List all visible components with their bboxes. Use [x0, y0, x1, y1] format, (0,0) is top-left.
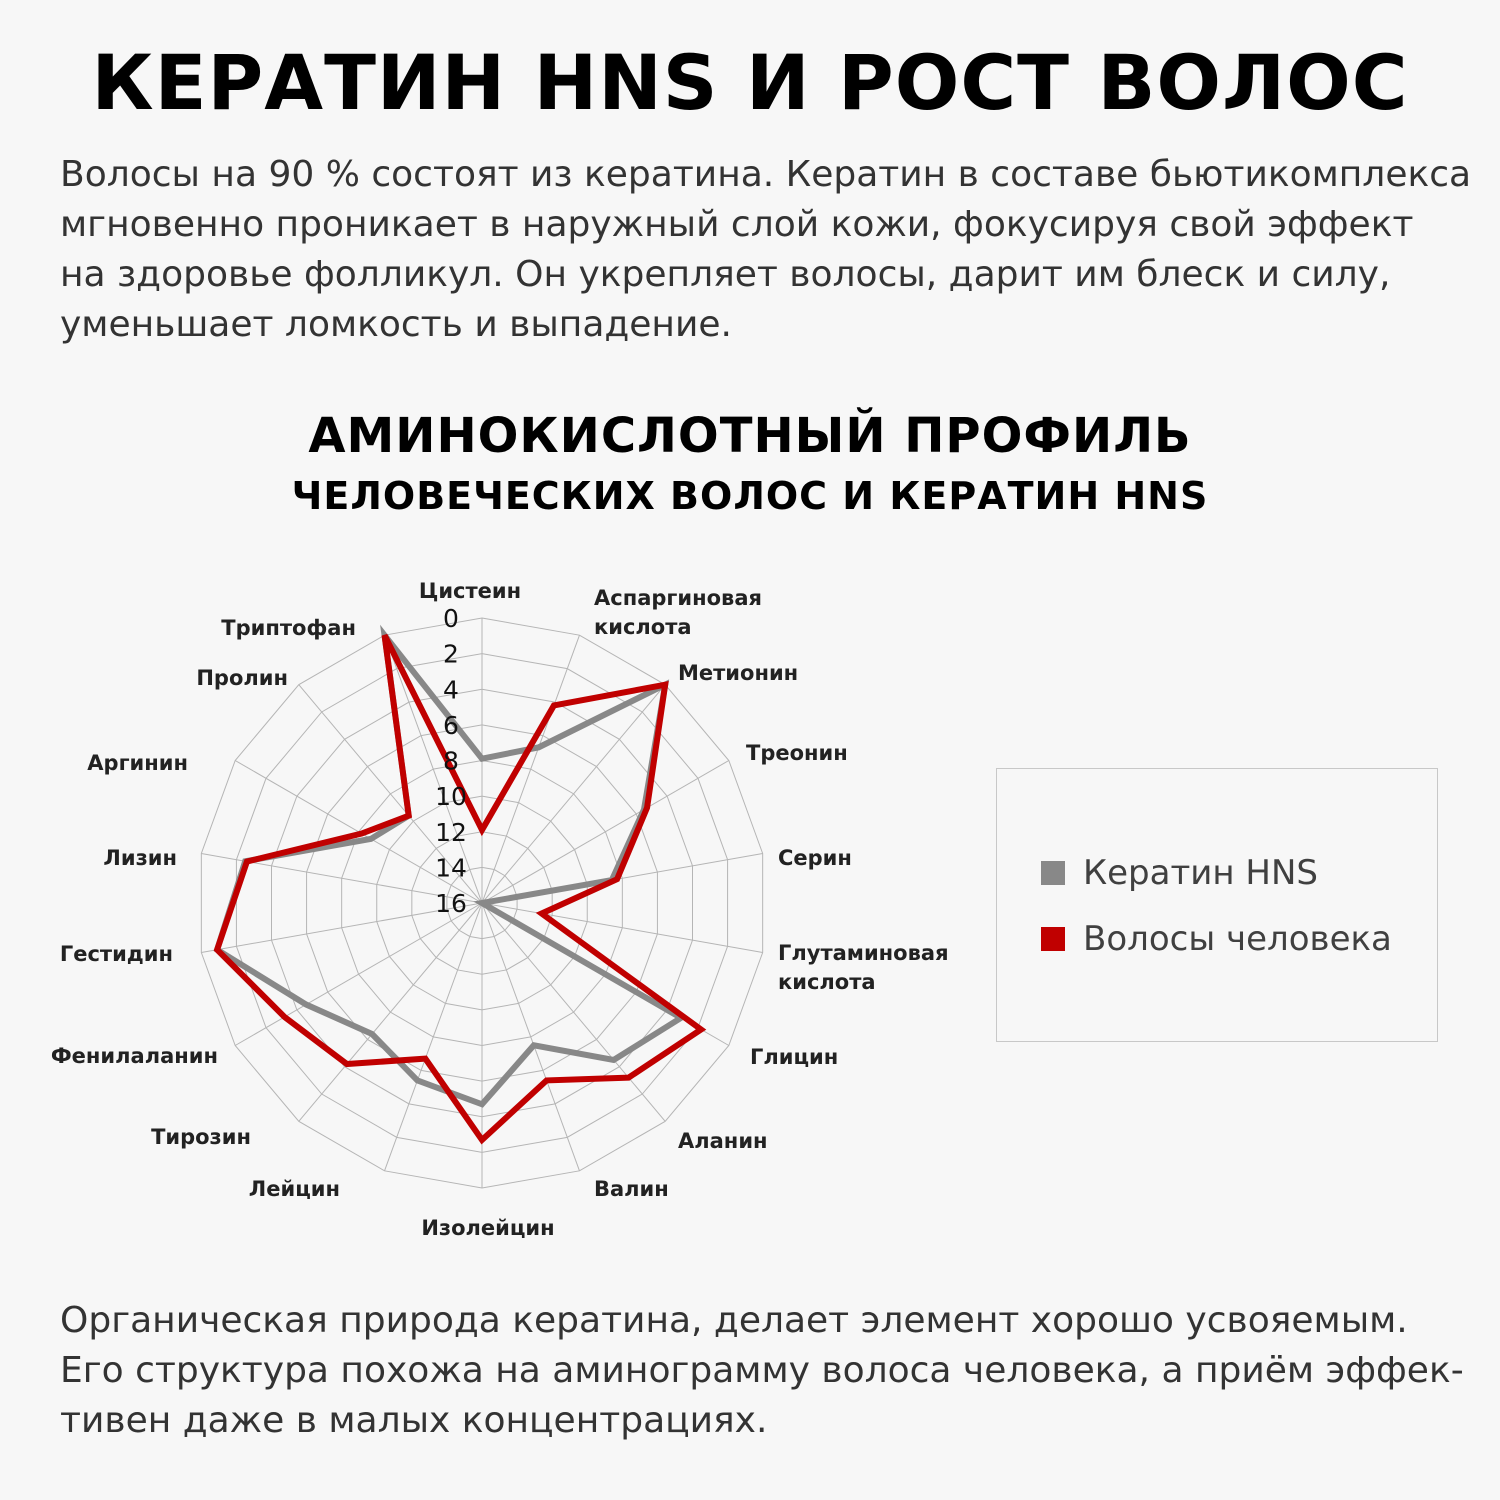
footer-line: Его структура похожа на аминограмму волоса человека, а приём эффек-	[60, 1350, 1464, 1391]
grid-spoke	[482, 685, 665, 903]
grid-spoke	[482, 903, 579, 1171]
category-label: Цистеин	[418, 579, 522, 603]
axis-tick-label: 0	[443, 604, 459, 633]
category-label: Треонин	[746, 741, 848, 765]
chart-title: АМИНОКИСЛОТНЫЙ ПРОФИЛЬ	[308, 408, 1192, 464]
grid-spoke	[385, 903, 482, 1171]
intro-line: мгновенно проникает в наружный слой кожи, фокусируя свой эффект	[60, 204, 1414, 245]
legend-label: Кератин HNS	[1083, 853, 1318, 893]
axis-tick-label: 6	[443, 710, 459, 740]
category-label: Аланин	[678, 1129, 768, 1153]
intro-line: на здоровье фолликул. Он укрепляет волосы, дарит им блеск и силу,	[60, 254, 1391, 295]
category-label: Валин	[594, 1177, 669, 1201]
category-label: Аргинин	[87, 751, 188, 775]
legend-item-keratin	[1041, 853, 1318, 893]
category-label: Серин	[778, 846, 852, 870]
category-label: Глутаминовая	[778, 941, 949, 965]
axis-tick-label: 16	[435, 889, 467, 918]
footer-line: тивен даже в малых концентрациях.	[60, 1400, 768, 1441]
axis-tick-label: 12	[435, 817, 467, 847]
category-label: Аспаргиновая	[594, 586, 762, 610]
category-label: Глицин	[750, 1045, 839, 1069]
legend-label: Волосы человека	[1083, 919, 1392, 959]
axis-tick-label: 8	[443, 746, 459, 776]
category-label: кислота	[778, 970, 876, 994]
category-label: Фенилаланин	[50, 1044, 218, 1068]
axis-tick-label: 14	[435, 853, 467, 883]
axis-tick-label: 10	[435, 782, 467, 812]
legend-swatch-hair	[1041, 927, 1065, 951]
category-label: Триптофан	[221, 616, 356, 640]
grid-spoke	[482, 635, 579, 903]
intro-line: Волосы на 90 % состоят из кератина. Кератин в составе бьютикомплекса	[60, 154, 1472, 195]
category-label: Гестидин	[59, 942, 173, 966]
chart-subtitle: ЧЕЛОВЕЧЕСКИХ ВОЛОС И КЕРАТИН HNS	[291, 474, 1209, 518]
category-label: Тирозин	[151, 1125, 251, 1149]
category-label: Лизин	[103, 846, 177, 870]
axis-tick-label: 2	[443, 639, 459, 669]
axis-tick-label: 4	[443, 675, 459, 705]
category-label: Изолейцин	[421, 1216, 555, 1240]
series-hair-line	[217, 635, 701, 1140]
legend-item-hair	[1041, 919, 1392, 959]
legend-swatch-keratin	[1041, 861, 1065, 885]
category-label: Пролин	[196, 666, 288, 690]
chart-legend	[996, 768, 1438, 1042]
grid-spoke	[385, 635, 482, 903]
footer-line: Органическая природа кератина, делает элемент хорошо усвояемым.	[60, 1300, 1408, 1341]
category-label: Метионин	[678, 661, 799, 685]
intro-line: уменьшает ломкость и выпадение.	[60, 304, 732, 345]
category-label: кислота	[594, 615, 692, 639]
page-title: КЕРАТИН HNS И РОСТ ВОЛОС	[91, 38, 1409, 127]
category-label: Лейцин	[248, 1177, 340, 1201]
footer-text	[60, 1296, 1464, 1446]
